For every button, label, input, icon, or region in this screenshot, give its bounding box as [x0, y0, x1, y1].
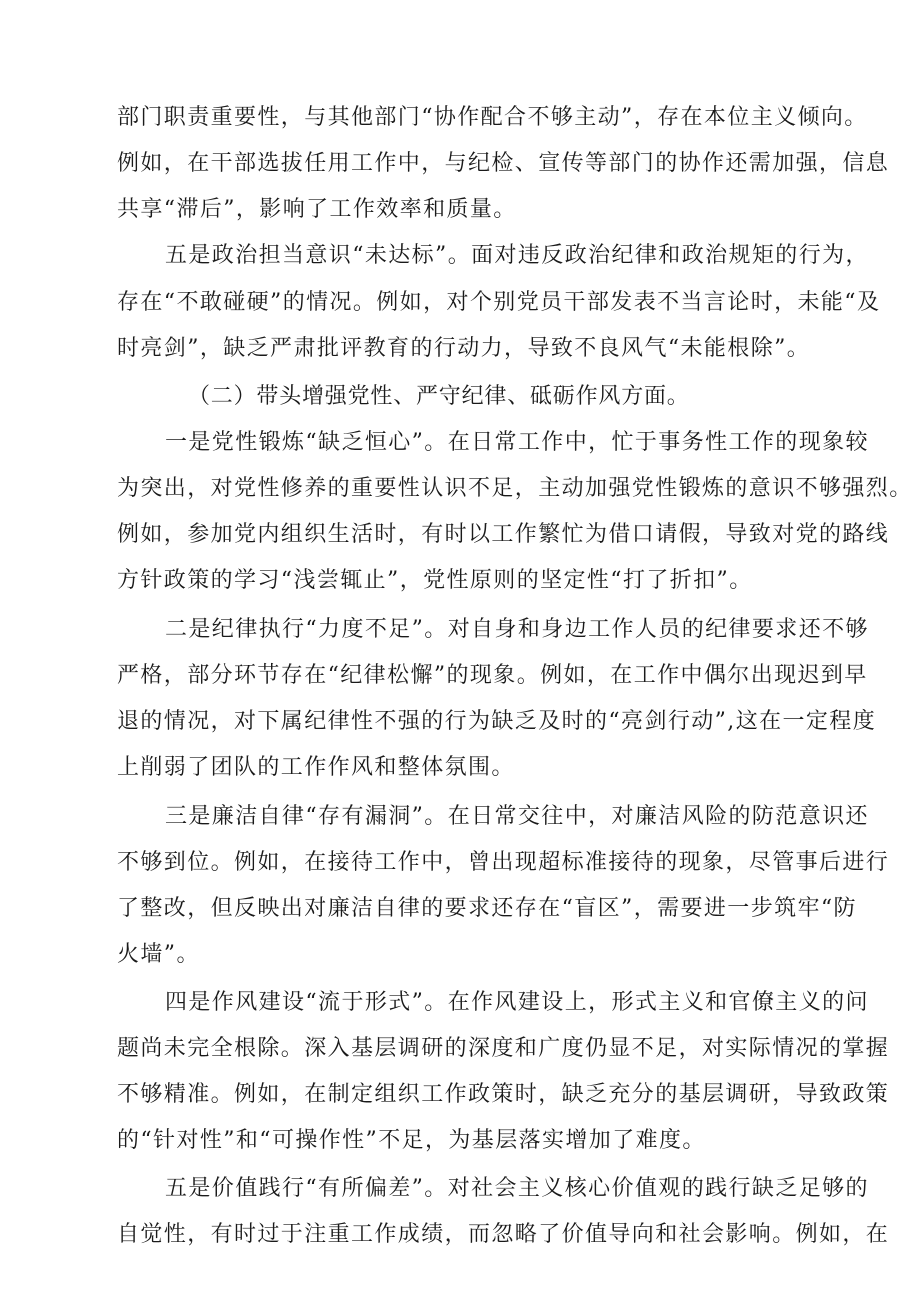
- text-line: 时亮剑”，缺乏严肃批评教育的行动力，导致不良风气“未能根除”。: [117, 336, 811, 361]
- text-line: 的“针对性”和“可操作性”不足，为基层落实增加了难度。: [117, 1128, 706, 1153]
- text-line: 了整改，但反映出对廉洁自律的要求还存在“盲区”，需要进一步筑牢“防: [117, 896, 857, 921]
- text-line: 火墙”。: [117, 942, 200, 967]
- text-line: 退的情况，对下属纪律性不强的行为缺乏及时的“亮剑行动”,这在一定程度: [117, 709, 877, 734]
- text-line: 方针政策的学习“浅尝辄止”，党性原则的坚定性“打了折扣”。: [117, 568, 753, 593]
- paragraph-start-line: 二是纪律执行“力度不足”。对自身和身边工作人员的纪律要求还不够: [165, 617, 869, 642]
- text-line: 题尚未完全根除。深入基层调研的深度和广度仍显不足，对实际情况的掌握: [117, 1036, 890, 1061]
- text-line: 存在“不敢碰硬”的情况。例如，对个别党员干部发表不当言论时，未能“及: [117, 290, 881, 315]
- text-line: 共享“滞后”，影响了工作效率和质量。: [117, 197, 517, 222]
- paragraph-start-line: 五是价值践行“有所偏差”。对社会主义核心价值观的践行缺乏足够的: [165, 1176, 869, 1201]
- text-line: 例如，在干部选拔任用工作中，与纪检、宣传等部门的协作还需加强，信息: [117, 151, 890, 176]
- paragraph-start-line: 四是作风建设“流于形式”。在作风建设上，形式主义和官僚主义的问: [165, 990, 869, 1015]
- text-line: 严格，部分环节存在“纪律松懈”的现象。例如，在工作中偶尔出现迟到早: [117, 663, 868, 688]
- text-line: 部门职责重要性，与其他部门“协作配合不够主动”，存在本位主义倾向。: [117, 105, 868, 130]
- text-line: 为突出，对党性修养的重要性认识不足，主动加强党性锻炼的意识不够强烈。: [117, 476, 913, 501]
- paragraph-start-line: 三是廉洁自律“存有漏洞”。在日常交往中，对廉洁风险的防范意识还: [165, 804, 869, 829]
- paragraph-start-line: 五是政治担当意识“未达标”。面对违反政治纪律和政治规矩的行为，: [165, 243, 869, 268]
- text-line: 不够精准。例如，在制定组织工作政策时，缺乏充分的基层调研，导致政策: [117, 1082, 890, 1107]
- text-line: 例如，参加党内组织生活时，有时以工作繁忙为借口请假，导致对党的路线: [117, 522, 890, 547]
- section-heading: （二）带头增强党性、严守纪律、砥砺作风方面。: [188, 384, 690, 409]
- text-line: 不够到位。例如，在接待工作中，曾出现超标准接待的现象，尽管事后进行: [117, 850, 890, 875]
- paragraph-start-line: 一是党性锻炼“缺乏恒心”。在日常工作中，忙于事务性工作的现象较: [165, 430, 869, 455]
- text-line: 自觉性，有时过于注重工作成绩，而忽略了价值导向和社会影响。例如，在: [117, 1222, 890, 1247]
- text-line: 上削弱了团队的工作作风和整体氛围。: [117, 755, 515, 780]
